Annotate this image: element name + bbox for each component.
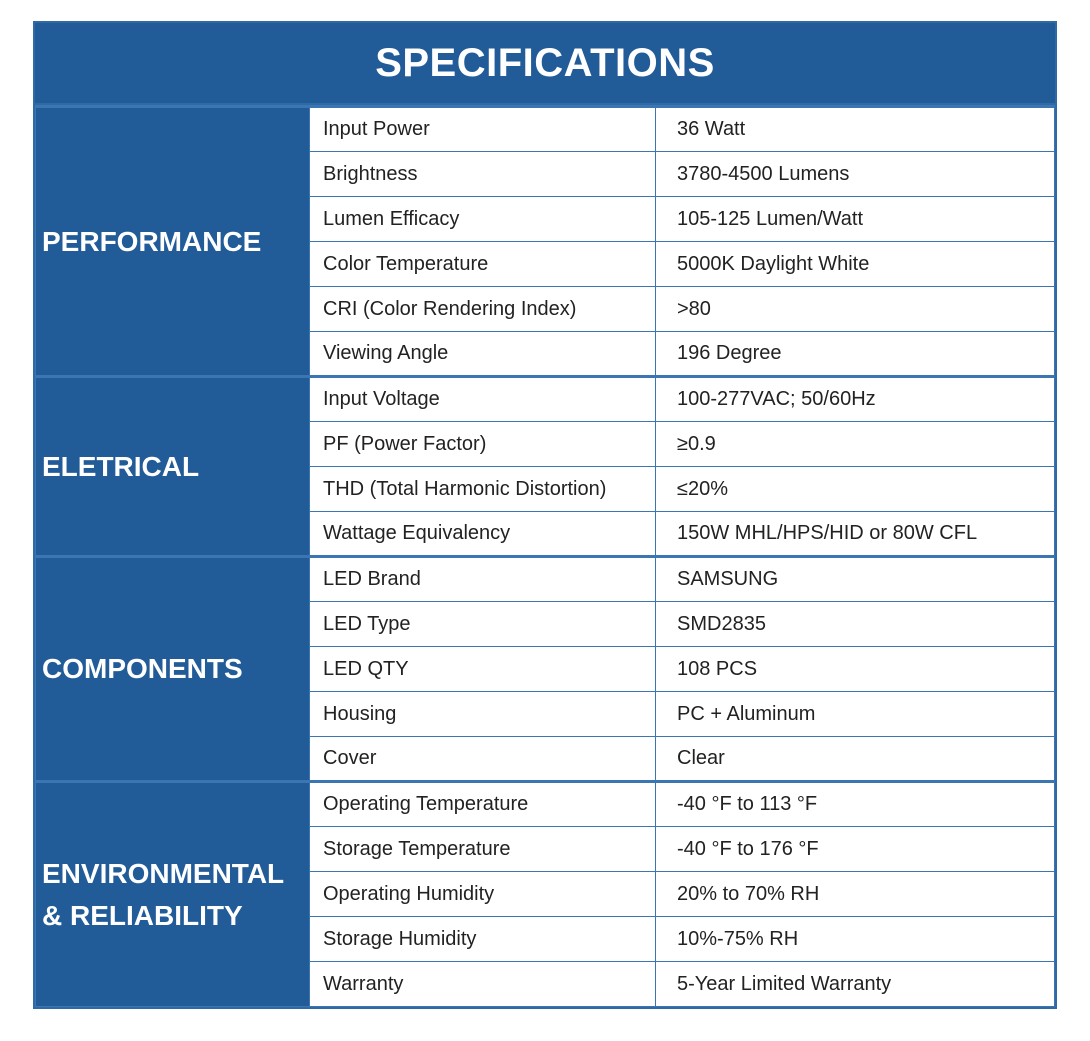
spec-value: 5000K Daylight White <box>656 242 1055 287</box>
spec-value: 100-277VAC; 50/60Hz <box>656 377 1055 422</box>
spec-row <box>36 107 1055 152</box>
spec-label: Color Temperature <box>310 242 656 287</box>
spec-label: LED Brand <box>310 557 656 602</box>
section-heading: ELETRICAL <box>36 377 310 557</box>
spec-label: Storage Humidity <box>310 917 656 962</box>
spec-row <box>36 377 1055 422</box>
spec-label: LED Type <box>310 602 656 647</box>
spec-value: -40 °F to 113 °F <box>656 782 1055 827</box>
spec-label: Lumen Efficacy <box>310 197 656 242</box>
spec-value: 150W MHL/HPS/HID or 80W CFL <box>656 512 1055 557</box>
section-heading: PERFORMANCE <box>36 107 310 377</box>
spec-value: SAMSUNG <box>656 557 1055 602</box>
spec-label: Brightness <box>310 152 656 197</box>
spec-value: PC + Aluminum <box>656 692 1055 737</box>
spec-label: Input Voltage <box>310 377 656 422</box>
spec-value: 108 PCS <box>656 647 1055 692</box>
spec-label: Warranty <box>310 962 656 1007</box>
spec-value: Clear <box>656 737 1055 782</box>
spec-value: 196 Degree <box>656 332 1055 377</box>
spec-value: SMD2835 <box>656 602 1055 647</box>
spec-label: THD (Total Harmonic Distortion) <box>310 467 656 512</box>
spec-value: 20% to 70% RH <box>656 872 1055 917</box>
spec-label: PF (Power Factor) <box>310 422 656 467</box>
spec-label: CRI (Color Rendering Index) <box>310 287 656 332</box>
spec-row <box>36 782 1055 827</box>
spec-table-body <box>36 107 1055 1007</box>
spec-value: ≥0.9 <box>656 422 1055 467</box>
section-heading: COMPONENTS <box>36 557 310 782</box>
spec-value: 36 Watt <box>656 107 1055 152</box>
spec-row <box>36 557 1055 602</box>
spec-label: Housing <box>310 692 656 737</box>
spec-label: Cover <box>310 737 656 782</box>
spec-label: Viewing Angle <box>310 332 656 377</box>
spec-table <box>35 105 1055 1007</box>
page-title: SPECIFICATIONS <box>35 23 1055 105</box>
spec-value: 3780-4500 Lumens <box>656 152 1055 197</box>
section-heading: ENVIRONMENTAL & RELIABILITY <box>36 782 310 1007</box>
spec-label: Input Power <box>310 107 656 152</box>
spec-label: Wattage Equivalency <box>310 512 656 557</box>
spec-label: Operating Temperature <box>310 782 656 827</box>
spec-value: 105-125 Lumen/Watt <box>656 197 1055 242</box>
spec-label: LED QTY <box>310 647 656 692</box>
spec-value: 5-Year Limited Warranty <box>656 962 1055 1007</box>
spec-value: -40 °F to 176 °F <box>656 827 1055 872</box>
spec-label: Operating Humidity <box>310 872 656 917</box>
spec-sheet <box>33 21 1057 1009</box>
spec-value: >80 <box>656 287 1055 332</box>
spec-label: Storage Temperature <box>310 827 656 872</box>
spec-value: 10%-75% RH <box>656 917 1055 962</box>
spec-value: ≤20% <box>656 467 1055 512</box>
